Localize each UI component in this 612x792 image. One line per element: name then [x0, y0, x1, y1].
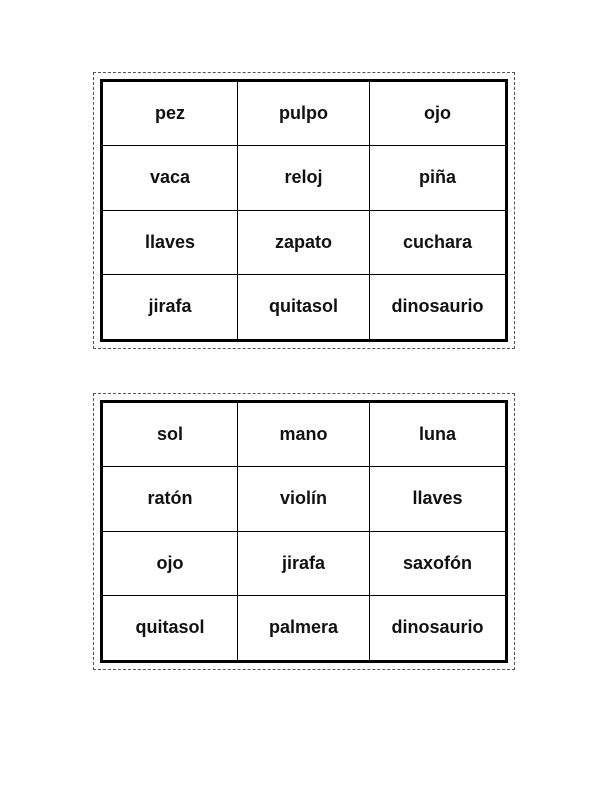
grid-cell: luna — [370, 403, 505, 467]
grid-cell: violín — [238, 467, 370, 531]
grid-cell: ratón — [103, 467, 238, 531]
grid-cell: cuchara — [370, 211, 505, 275]
grid-cell: vaca — [103, 146, 238, 210]
grid-cell: llaves — [370, 467, 505, 531]
grid-cell: piña — [370, 146, 505, 210]
grid-cell: jirafa — [103, 275, 238, 339]
grid-cell: quitasol — [238, 275, 370, 339]
bingo-card-2 — [93, 393, 515, 670]
grid-cell: llaves — [103, 211, 238, 275]
bingo-card-1 — [93, 72, 515, 349]
grid-cell: jirafa — [238, 532, 370, 596]
grid-cell: saxofón — [370, 532, 505, 596]
grid-cell: dinosaurio — [391, 617, 484, 638]
grid-cell: reloj — [238, 146, 370, 210]
bingo-grid-1 — [100, 79, 508, 342]
grid-cell: dinosaurio — [391, 296, 484, 317]
grid-cell: quitasol — [103, 596, 238, 660]
bingo-grid-2 — [100, 400, 508, 663]
grid-cell: sol — [103, 403, 238, 467]
grid-cell: pez — [103, 82, 238, 146]
grid-cell: mano — [238, 403, 370, 467]
grid-cell: palmera — [238, 596, 370, 660]
grid-cell: pulpo — [238, 82, 370, 146]
grid-cell: zapato — [238, 211, 370, 275]
grid-cell: ojo — [103, 532, 238, 596]
grid-cell: ojo — [370, 82, 505, 146]
